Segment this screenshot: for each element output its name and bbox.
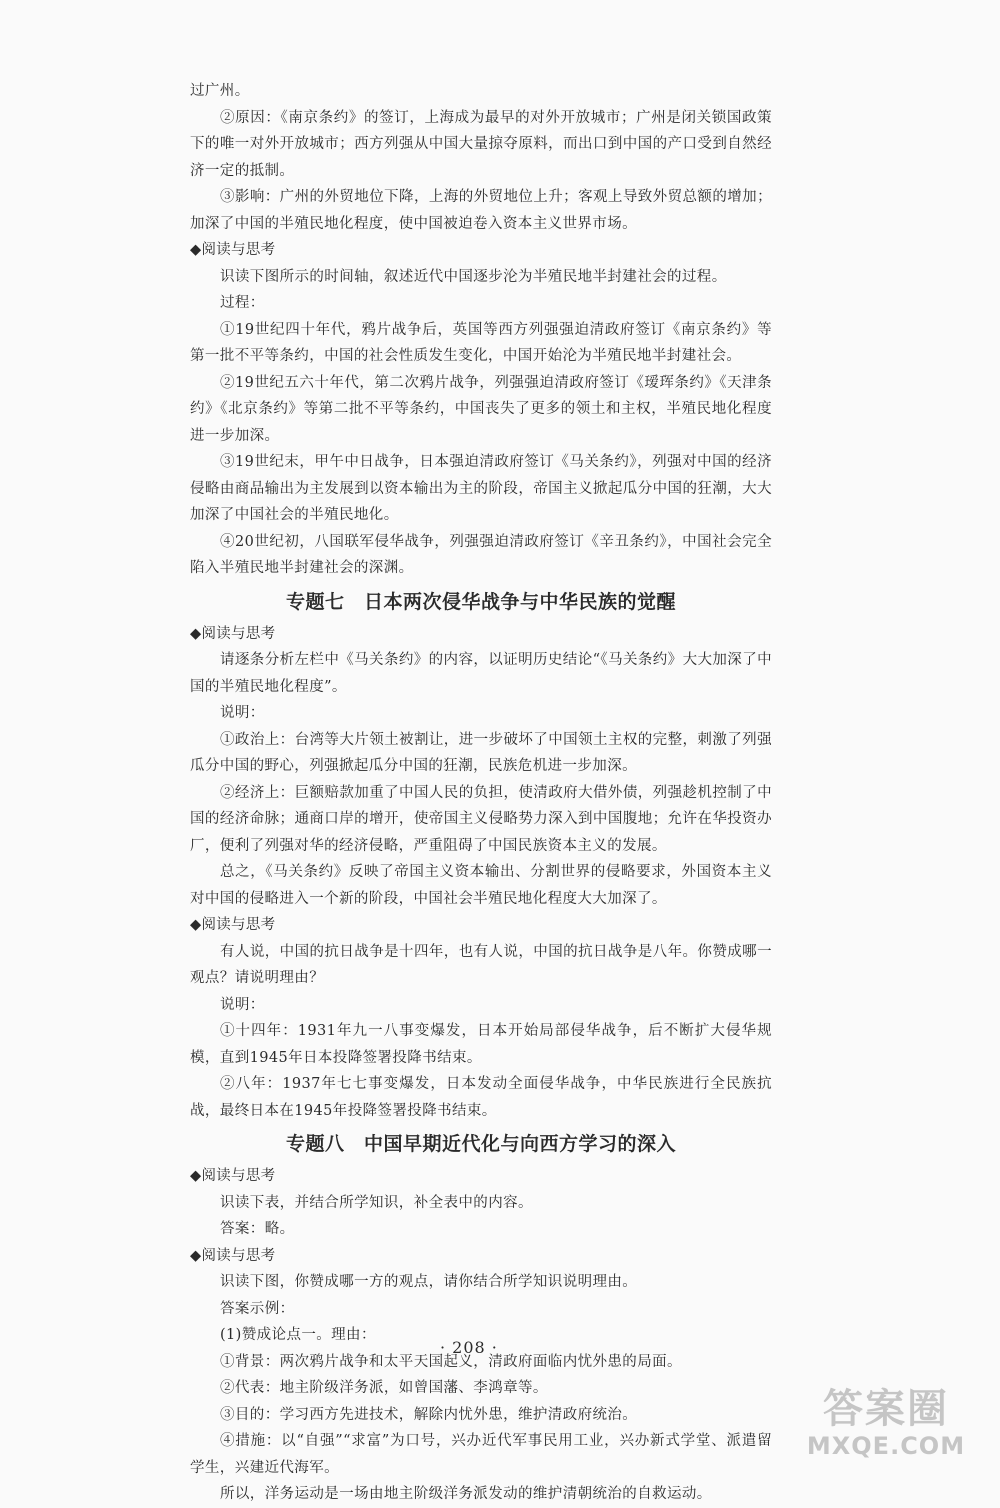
paragraph: ③目的：学习西方先进技术，解除内忧外患，维护清政府统治。 bbox=[220, 1406, 638, 1423]
read-think-label: ◆阅读与思考 bbox=[190, 1247, 276, 1264]
page-number: · 208 · bbox=[440, 1338, 498, 1357]
paragraph: 过广州。 bbox=[190, 83, 250, 99]
paragraph: ②代表：地主阶级洋务派，如曾国藩、李鸿章等。 bbox=[220, 1380, 548, 1396]
paragraph: ②原因：《南京条约》的签订，上海成为最早的对外开放城市；广州是闭关锁国政策下的唯一对外开放城市；西方列强从中国大量掠夺原料，而出口到中国的产口受到自然经济一定的抵制。 bbox=[190, 109, 772, 179]
read-think-label: ◆阅读与思考 bbox=[190, 917, 276, 933]
paragraph: 有人说，中国的抗日战争是十四年，也有人说，中国的抗日战争是八年。你赞成哪一观点？请说明理由？ bbox=[190, 943, 772, 986]
watermark bbox=[786, 1385, 986, 1459]
paragraph: 答案：略。 bbox=[220, 1221, 295, 1237]
paragraph: ①19世纪四十年代，鸦片战争后，英国等西方列强强迫清政府签订《南京条约》等第一批不平等条约，中国的社会性质发生变化，中国开始沦为半殖民地半封建社会。 bbox=[190, 321, 772, 364]
read-think-label: ◆阅读与思考 bbox=[190, 1168, 276, 1184]
section-heading: 专题八 中国早期近代化与向西方学习的深入 bbox=[285, 1133, 676, 1155]
paragraph: ④20世纪初，八国联军侵华战争，列强强迫清政府签订《辛丑条约》，中国社会完全陷入半殖民地半封建社会的深渊。 bbox=[190, 533, 772, 576]
paragraph: 识读下图，你赞成哪一方的观点，请你结合所学知识说明理由。 bbox=[220, 1274, 638, 1290]
read-think-label: ◆阅读与思考 bbox=[190, 242, 276, 258]
paragraph: 请逐条分析左栏中《马关条约》的内容，以证明历史结论“《马关条约》大大加深了中国的半殖民地化程度”。 bbox=[190, 652, 772, 695]
read-think-label: ◆阅读与思考 bbox=[190, 625, 276, 642]
paragraph: 所以，洋务运动是一场由地主阶级洋务派发动的维护清朝统治的自救运动。 bbox=[220, 1486, 712, 1502]
paragraph: ③影响：广州的外贸地位下降，上海的外贸地位上升；客观上导致外贸总额的增加；加深了中国的半殖民地化程度，使中国被迫卷入资本主义世界市场。 bbox=[190, 189, 772, 232]
paragraph: ②19世纪五六十年代，第二次鸦片战争，列强强迫清政府签订《瑷珲条约》《天津条约》《北京条约》等第二批不平等条约，中国丧失了更多的领土和主权，半殖民地化程度进一步加深。 bbox=[190, 374, 772, 444]
paragraph: 说明： bbox=[220, 996, 265, 1013]
paragraph: (1)赞成论点一。理由： bbox=[220, 1327, 376, 1343]
paragraph: ②经济上：巨额赔款加重了中国人民的负担，使清政府大借外债，列强趁机控制了中国的经济命脉；通商口岸的增开，使帝国主义侵略势力深入到中国腹地；允许在华投资办厂，便利了列强对华的经济侵略，严重阻碍了中国民族资本主义的发展。 bbox=[190, 784, 772, 854]
paragraph: 说明： bbox=[220, 705, 265, 721]
paragraph: 总之，《马关条约》反映了帝国主义资本输出、分割世界的侵略要求，外国资本主义对中国的侵略进入一个新的阶段，中国社会半殖民地化程度大大加深了。 bbox=[190, 864, 772, 907]
paragraph: 识读下图所示的时间轴，叙述近代中国逐步沦为半殖民地半封建社会的过程。 bbox=[220, 268, 727, 285]
paragraph: ①十四年：1931年九一八事变爆发，日本开始局部侵华战争，后不断扩大侵华规模，直到1945年日本投降签署投降书结束。 bbox=[190, 1023, 772, 1066]
paragraph: ②八年：1937年七七事变爆发，日本发动全面侵华战争，中华民族进行全民族抗战，最终日本在1945年投降签署投降书结束。 bbox=[190, 1076, 772, 1119]
paragraph: ④措施：以“自强”“求富”为口号，兴办近代军事民用工业，兴办新式学堂、派遣留学生，兴建近代海军。 bbox=[190, 1433, 772, 1476]
watermark-url: MXQE.COM bbox=[806, 1432, 966, 1460]
paragraph: 过程： bbox=[220, 295, 265, 311]
page-content bbox=[190, 78, 772, 1508]
paragraph: 识读下表，并结合所学知识，补全表中的内容。 bbox=[220, 1194, 533, 1211]
paragraph: ③19世纪末，甲午中日战争，日本强迫清政府签订《马关条约》，列强对中国的经济侵略由商品输出为主发展到以资本输出为主的阶段，帝国主义掀起瓜分中国的狂潮，大大加深了中国社会的半殖民地化。 bbox=[190, 454, 772, 523]
paragraph: 答案示例： bbox=[220, 1300, 295, 1317]
watermark-logo: 答案圈 bbox=[823, 1386, 949, 1432]
section-heading: 专题七 日本两次侵华战争与中华民族的觉醒 bbox=[285, 590, 676, 613]
paragraph: ①背景：两次鸦片战争和太平天国起义，清政府面临内忧外患的局面。 bbox=[220, 1353, 682, 1370]
paragraph: ①政治上：台湾等大片领土被割让，进一步破坏了中国领土主权的完整，刺激了列强瓜分中国的野心，列强掀起瓜分中国的狂潮，民族危机进一步加深。 bbox=[190, 731, 772, 774]
